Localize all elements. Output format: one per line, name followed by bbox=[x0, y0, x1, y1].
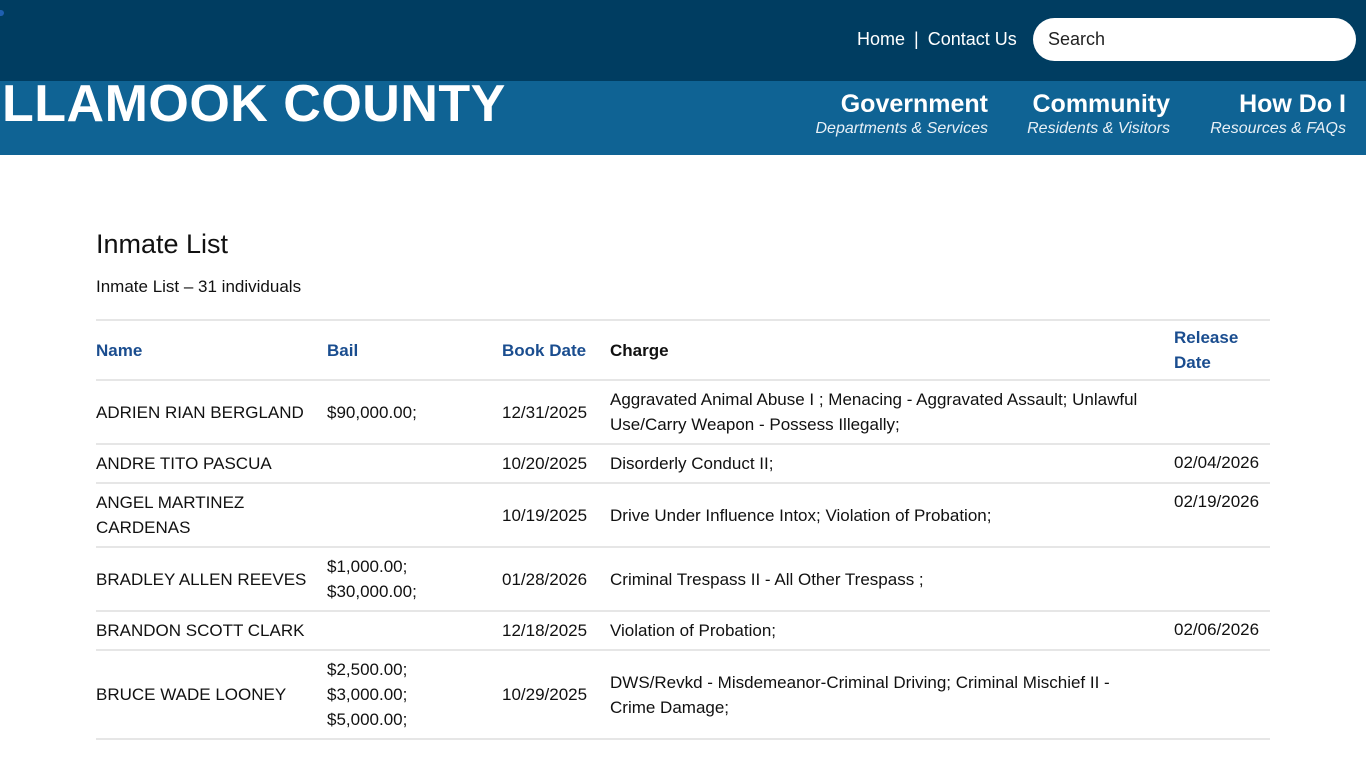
nav-community-label: Community bbox=[1032, 90, 1170, 118]
bail-amount: $2,500.00; bbox=[327, 660, 408, 679]
bail-amount: $3,000.00; bbox=[327, 685, 408, 704]
table-row bbox=[96, 611, 1270, 650]
cell-name: ADRIEN RIAN BERGLAND bbox=[96, 380, 327, 444]
cell-book-date: 01/28/2026 bbox=[502, 547, 610, 611]
corner-indicator bbox=[0, 10, 4, 16]
inmate-count-subtitle: Inmate List – 31 individuals bbox=[96, 277, 302, 296]
main-content bbox=[96, 225, 1270, 298]
cell-charge: Criminal Trespass II - All Other Trespass ; bbox=[610, 547, 1174, 611]
table-row bbox=[96, 547, 1270, 611]
bail-amount: $1,000.00; bbox=[327, 557, 408, 576]
column-header-book-date[interactable] bbox=[502, 320, 610, 380]
cell-name: BRUCE WADE LOONEY bbox=[96, 650, 327, 739]
cell-charge: Violation of Probation; bbox=[610, 611, 1174, 650]
cell-release-date: 02/04/2026 bbox=[1174, 444, 1270, 483]
cell-bail bbox=[327, 380, 502, 444]
nav-how-do-i-sublabel: Resources & FAQs bbox=[1210, 120, 1346, 137]
cell-charge: Drive Under Influence Intox; Violation of Probation; bbox=[610, 483, 1174, 547]
cell-bail bbox=[327, 547, 502, 611]
cell-name: ANGEL MARTINEZ CARDENAS bbox=[96, 483, 327, 547]
cell-release-date: 02/19/2026 bbox=[1174, 483, 1270, 547]
nav-community-sublabel: Residents & Visitors bbox=[1027, 120, 1170, 137]
sort-release-date-link[interactable]: Release Date bbox=[1174, 328, 1239, 372]
nav-how-do-i[interactable] bbox=[1210, 89, 1346, 139]
cell-bail bbox=[327, 611, 502, 650]
cell-book-date: 10/19/2025 bbox=[502, 483, 610, 547]
cell-bail bbox=[327, 483, 502, 547]
nav-how-do-i-label: How Do I bbox=[1239, 90, 1346, 118]
cell-release-date: 02/06/2026 bbox=[1174, 611, 1270, 650]
home-link[interactable]: Home bbox=[857, 29, 906, 49]
cell-charge: Aggravated Animal Abuse I ; Menacing - Aggravated Assault; Unlawful Use/Carry Weapon - Possess Illegally; bbox=[610, 380, 1174, 444]
bail-amount: $30,000.00; bbox=[327, 582, 417, 601]
inmate-table bbox=[96, 319, 1270, 740]
table-row bbox=[96, 483, 1270, 547]
search-input[interactable] bbox=[1033, 18, 1356, 61]
cell-bail bbox=[327, 650, 502, 739]
contact-us-link[interactable]: Contact Us bbox=[927, 29, 1017, 49]
cell-charge: Disorderly Conduct II; bbox=[610, 444, 1174, 483]
cell-release-date bbox=[1174, 650, 1270, 739]
nav-government-label: Government bbox=[840, 90, 988, 118]
sort-bail-link[interactable]: Bail bbox=[327, 340, 359, 360]
cell-charge: DWS/Revkd - Misdemeanor-Criminal Driving; Criminal Mischief II - Crime Damage; bbox=[610, 650, 1174, 739]
cell-release-date bbox=[1174, 380, 1270, 444]
cell-book-date: 12/31/2025 bbox=[502, 380, 610, 444]
cell-name: ANDRE TITO PASCUA bbox=[96, 444, 327, 483]
nav-community[interactable] bbox=[1027, 89, 1170, 139]
nav-government[interactable] bbox=[815, 89, 988, 139]
cell-book-date: 10/20/2025 bbox=[502, 444, 610, 483]
cell-name: BRANDON SCOTT CLARK bbox=[96, 611, 327, 650]
bail-amount: $90,000.00; bbox=[327, 402, 417, 422]
cell-name: BRADLEY ALLEN REEVES bbox=[96, 547, 327, 611]
table-row bbox=[96, 650, 1270, 739]
bail-amount: $5,000.00; bbox=[327, 710, 408, 729]
cell-release-date bbox=[1174, 547, 1270, 611]
sort-name-link[interactable]: Name bbox=[96, 340, 143, 360]
column-header-bail[interactable] bbox=[327, 320, 502, 380]
cell-book-date: 12/18/2025 bbox=[502, 611, 610, 650]
link-separator: | bbox=[914, 29, 919, 49]
page-title: Inmate List bbox=[96, 229, 229, 259]
nav-government-sublabel: Departments & Services bbox=[815, 120, 988, 137]
column-header-charge: Charge bbox=[610, 320, 1174, 380]
column-header-name[interactable] bbox=[96, 320, 327, 380]
table-row bbox=[96, 444, 1270, 483]
table-header-row bbox=[96, 320, 1270, 380]
cell-book-date: 10/29/2025 bbox=[502, 650, 610, 739]
table-row bbox=[96, 380, 1270, 444]
utility-links bbox=[857, 29, 1017, 50]
sort-book-date-link[interactable]: Book Date bbox=[502, 340, 587, 360]
cell-bail bbox=[327, 444, 502, 483]
site-title[interactable]: LLAMOOK COUNTY bbox=[2, 75, 506, 133]
column-header-release-date[interactable] bbox=[1174, 320, 1270, 380]
